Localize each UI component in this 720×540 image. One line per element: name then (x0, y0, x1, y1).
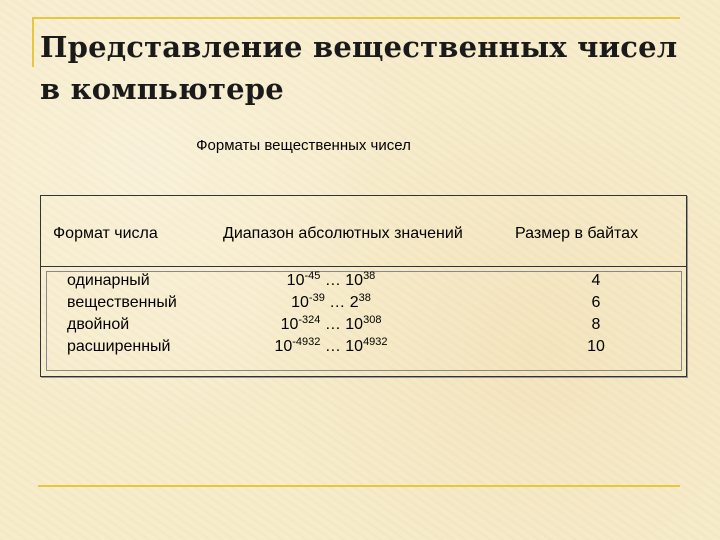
range-min-base: 10 (274, 338, 293, 355)
range-min-exp: -4932 (292, 336, 321, 348)
range-ellipsis: … (320, 316, 346, 333)
size-cell: 8 (591, 316, 601, 333)
table-caption: Форматы вещественных чисел (196, 137, 411, 154)
header-size: Размер в байтах (515, 225, 639, 242)
range-ellipsis: … (324, 294, 350, 311)
bottom-accent-line (38, 485, 680, 487)
range-min-exp: -39 (308, 292, 325, 304)
range-max-base: 2 (349, 294, 359, 311)
formats-table (40, 195, 687, 377)
format-column (67, 270, 177, 358)
size-cell: 10 (587, 338, 605, 355)
range-max-base: 10 (345, 316, 364, 333)
range-min-base: 10 (291, 294, 309, 311)
range-column (231, 270, 431, 358)
format-cell: вещественный (67, 294, 177, 311)
size-column (561, 270, 631, 358)
header-divider (41, 266, 686, 267)
range-max-exp: 4932 (363, 336, 388, 348)
range-min-base: 10 (280, 316, 299, 333)
range-max-exp: 38 (363, 270, 376, 282)
range-cell (231, 314, 431, 336)
header-range: Диапазон абсолютных значений (223, 225, 463, 242)
range-max-base: 10 (345, 272, 364, 289)
range-min-exp: -45 (304, 270, 321, 282)
range-max-base: 10 (345, 338, 364, 355)
range-min-exp: -324 (298, 314, 321, 326)
range-min-base: 10 (286, 272, 305, 289)
format-cell: расширенный (67, 338, 171, 355)
size-cell: 6 (591, 294, 601, 311)
format-cell: двойной (67, 316, 130, 333)
range-cell (231, 270, 431, 292)
left-accent-line (32, 17, 34, 67)
range-cell (231, 292, 431, 314)
range-ellipsis: … (320, 272, 346, 289)
size-cell: 4 (591, 272, 601, 289)
range-ellipsis: … (320, 338, 346, 355)
header-format: Формат числа (53, 225, 158, 242)
range-max-exp: 38 (358, 292, 371, 304)
format-cell: одинарный (67, 272, 150, 289)
top-accent-line (32, 17, 680, 19)
range-cell (231, 336, 431, 358)
range-max-exp: 308 (363, 314, 382, 326)
slide-title: Представление вещественных чисел в компьютере (40, 30, 678, 106)
